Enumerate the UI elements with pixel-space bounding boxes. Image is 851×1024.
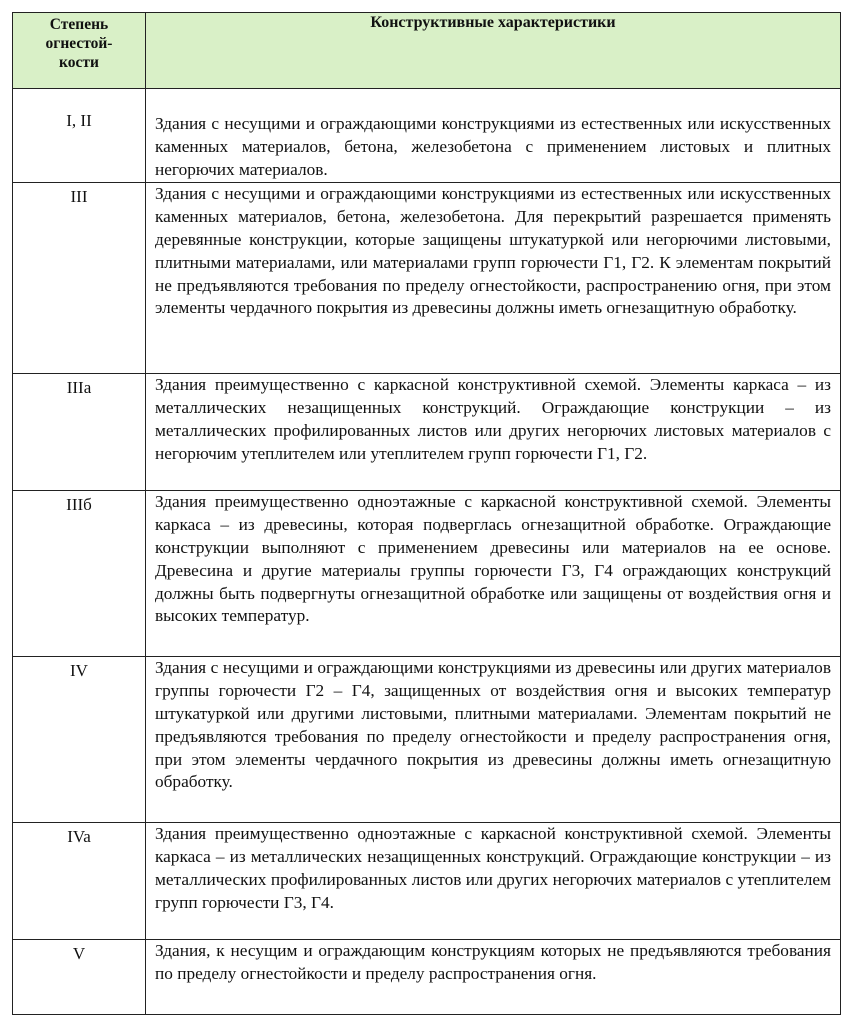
header-characteristics-cell: Конструктивные характеристики: [146, 13, 841, 89]
description-cell: Здания, к несущим и ограждающим конструкциям которых не предъявляются требования по пределу огнестойкости и пределу распространения огня.: [146, 940, 841, 1015]
degree-cell: III: [13, 183, 146, 374]
header-degree-cell: [13, 13, 146, 89]
fire-resistance-table-container: [12, 12, 840, 1015]
table-row: [13, 823, 841, 940]
table-row: [13, 940, 841, 1015]
degree-cell: V: [13, 940, 146, 1015]
description-cell: Здания преимущественно одноэтажные с каркасной конструктивной схемой. Элементы каркаса – из металлических незащищенных конструкций. Ограждающие конструкции – из металлических профилированных листов или других негорючих материалов с утеплителем групп горючести Г3, Г4.: [146, 823, 841, 940]
description-cell: Здания преимущественно с каркасной конструктивной схемой. Элементы каркаса – из металлических незащищенных конструкций. Ограждающие конструкции – из металлических профилированных листов или других негорючих листовых материалов с негорючим утеплителем или утеплителем групп горючести Г1, Г2.: [146, 374, 841, 491]
degree-cell: IIIa: [13, 374, 146, 491]
header-degree-line: кости: [59, 54, 99, 71]
table-row: [13, 657, 841, 823]
table-row: [13, 374, 841, 491]
table-header-row: [13, 13, 841, 89]
fire-resistance-table: [12, 12, 841, 1015]
degree-cell: I, II: [13, 89, 146, 183]
degree-cell: IVa: [13, 823, 146, 940]
degree-cell: IV: [13, 657, 146, 823]
description-cell: Здания с несущими и ограждающими конструкциями из древесины или других материалов группы горючести Г2 – Г4, защищенных от воздействия огня и высоких температур штукатуркой или другими листовыми, плитными материалами. Элементам покрытий не предъявляются требования по пределу огнестойкости и пределу распространения огня, при этом элементы чердачного покрытия из древесины должны иметь огнезащитную обработку.: [146, 657, 841, 823]
header-degree-line: Степень: [49, 16, 109, 33]
table-row: [13, 491, 841, 657]
description-cell: Здания с несущими и ограждающими конструкциями из естественных или искусственных каменных материалов, бетона, железобетона. Для перекрытий разрешается применять деревянные конструкции, которые защищены штукатуркой или негорючими листовыми, плитными материалами, или материалами групп горючести Г1, Г2. К элементам покрытий не предъявляются требования по пределу огнестойкости, распространению огня, при этом элементы чердачного покрытия из древесины должны иметь огнезащитную обработку.: [146, 183, 841, 374]
description-cell: Здания преимущественно одноэтажные с каркасной конструктивной схемой. Элементы каркаса – из древесины, которая подверглась огнезащитной обработке. Ограждающие конструкции выполняют с применением древесины или материалов на ее основе. Древесина и другие материалы группы горючести Г3, Г4 ограждающих конструкций должны быть подвергнуты огнезащитной обработке или защищены от воздействия огня и высоких температур.: [146, 491, 841, 657]
degree-cell: IIIб: [13, 491, 146, 657]
header-degree-line: огнестой-: [45, 35, 113, 52]
description-cell: Здания с несущими и ограждающими конструкциями из естественных или искусственных каменных материалов, бетона, железобетона с применением листовых и плитных негорючих материалов.: [146, 89, 841, 183]
table-row: [13, 183, 841, 374]
table-row: [13, 89, 841, 183]
